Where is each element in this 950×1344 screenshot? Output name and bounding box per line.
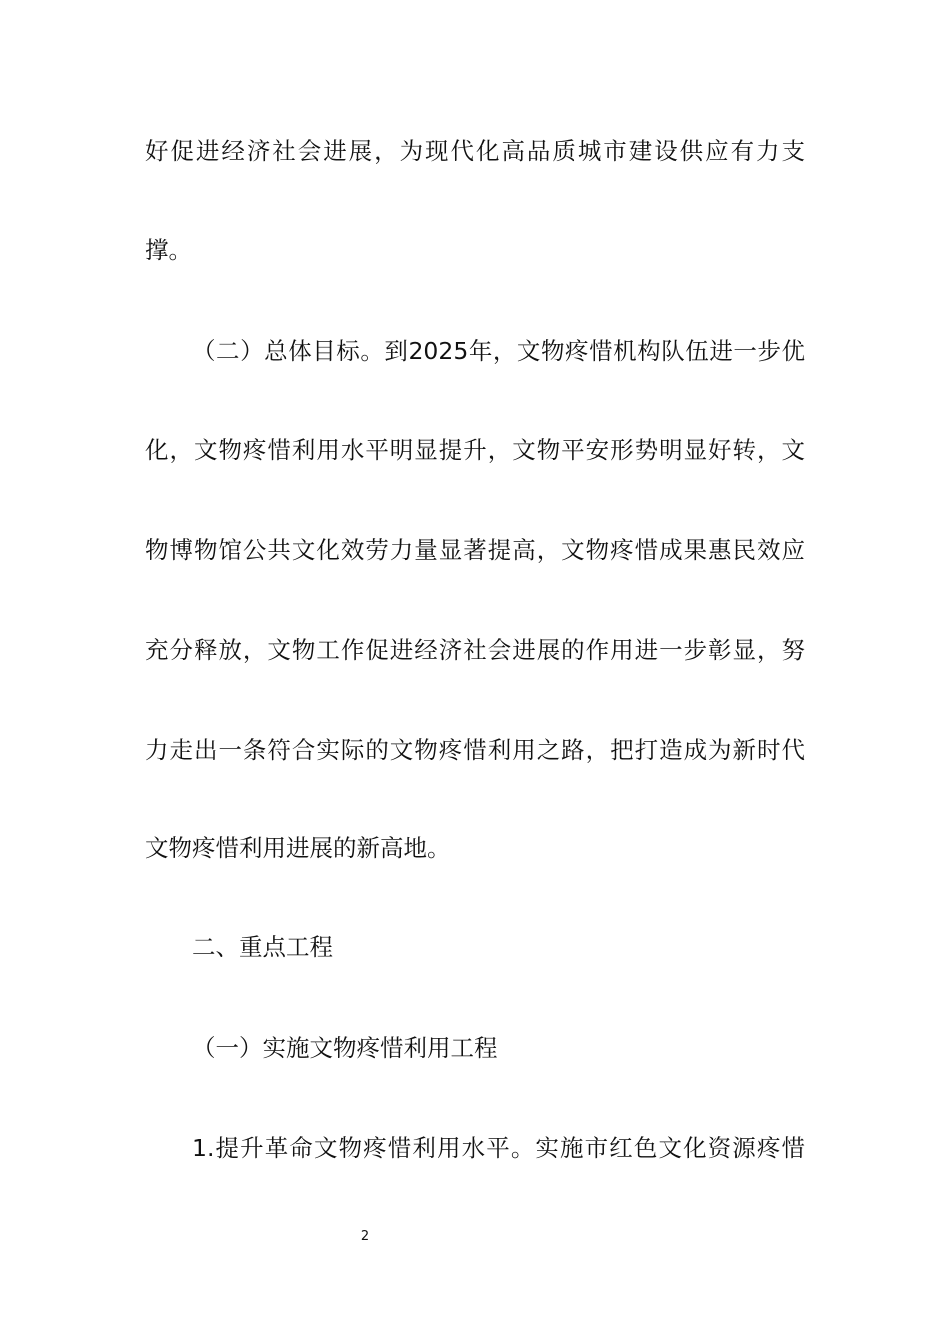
paragraph-line: 好促进经济社会进展，为现代化高品质城市建设供应有力支 <box>145 137 805 165</box>
page-number: 2 <box>360 1229 370 1244</box>
paragraph-line: 撑。 <box>145 236 192 264</box>
subsection-heading: （一）实施文物疼惜利用工程 <box>192 1034 498 1062</box>
paragraph-line: 文物疼惜利用进展的新高地。 <box>145 834 451 862</box>
paragraph-line: 1.提升革命文物疼惜利用水平。实施市红色文化资源疼惜 <box>192 1134 805 1162</box>
paragraph-line: 充分释放，文物工作促进经济社会进展的作用进一步彰显，努 <box>145 636 805 664</box>
section-heading: 二、重点工程 <box>192 933 333 961</box>
paragraph-line: 力走出一条符合实际的文物疼惜利用之路，把打造成为新时代 <box>145 736 805 764</box>
paragraph-line: 物博物馆公共文化效劳力量显著提高，文物疼惜成果惠民效应 <box>145 536 805 564</box>
paragraph-line: 化，文物疼惜利用水平明显提升，文物平安形势明显好转，文 <box>145 436 805 464</box>
paragraph-line: （二）总体目标。到2025年，文物疼惜机构队伍进一步优 <box>192 337 805 365</box>
